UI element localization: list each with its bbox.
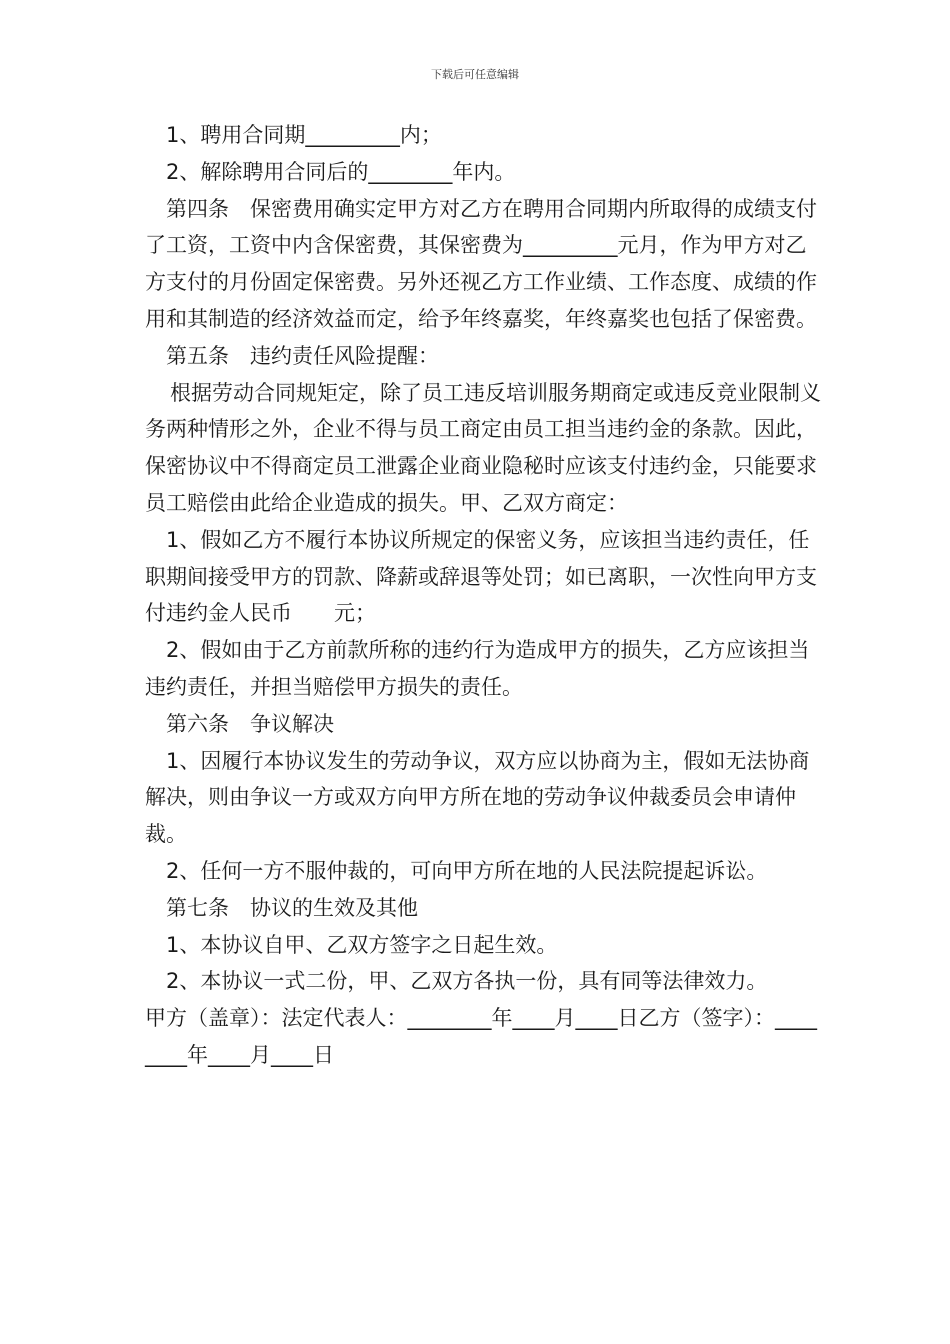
paragraph-article-5-body: 根据劳动合同规矩定，除了员工违反培训服务期商定或违反竞业限制义务两种情形之外，企业不得与员工商定由员工担当违约金的条款。因此，保密协议中不得商定员工泄露企业商业隐秘时应该支付违约金，只能要求员工赔偿由此给企业造成的损失。甲、乙双方商定： bbox=[145, 380, 821, 515]
paragraph-article-5-item-2: 2、假如由于乙方前款所称的违约行为造成甲方的损失，乙方应该担当违约责任，并担当赔偿甲方损失的责任。 bbox=[145, 638, 810, 699]
paragraph-signature-line: 甲方（盖章）：法定代表人：________年____月____日乙方（签字）：________年____月____日 bbox=[145, 1006, 817, 1067]
paragraph-article-7-title: 第七条 协议的生效及其他 bbox=[166, 895, 418, 920]
paragraph-article-6-item-1: 1、因履行本协议发生的劳动争议，双方应以协商为主，假如无法协商解决，则由争议一方或双方向甲方所在地的劳动争议仲裁委员会申请仲裁。 bbox=[145, 748, 810, 847]
document-body bbox=[145, 117, 825, 1074]
paragraph-contract-period: 1、聘用合同期_________内； bbox=[166, 123, 442, 147]
paragraph-article-5-item-1: 1、假如乙方不履行本协议所规定的保密义务，应该担当违约责任，任职期间接受甲方的罚款、降薪或辞退等处罚；如已离职，一次性向甲方支付违约金人民币 元； bbox=[145, 527, 817, 626]
paragraph-article-5-title: 第五条 违约责任风险提醒： bbox=[166, 343, 439, 368]
paragraph-article-7-item-1: 1、本协议自甲、乙双方签字之日起生效。 bbox=[166, 932, 558, 957]
paragraph-article-6-title: 第六条 争议解决 bbox=[166, 711, 334, 736]
page-header-note: 下载后可任意编辑 bbox=[431, 68, 519, 81]
paragraph-article-4: 第四条 保密费用确实定甲方对乙方在聘用合同期内所取得的成绩支付了工资，工资中内含保密费，其保密费为_________元月，作为甲方对乙方支付的月份固定保密费。另外还视乙方工作业绩、工作态度、成绩的作用和其制造的经济效益而定，给予年终嘉奖，年终嘉奖也包括了保密费。 bbox=[145, 196, 817, 331]
paragraph-article-6-item-2: 2、任何一方不服仲裁的，可向甲方所在地的人民法院提起诉讼。 bbox=[166, 858, 768, 883]
paragraph-after-termination: 2、解除聘用合同后的________年内。 bbox=[166, 159, 516, 184]
paragraph-article-7-item-2: 2、本协议一式二份，甲、乙双方各执一份，具有同等法律效力。 bbox=[166, 969, 768, 994]
